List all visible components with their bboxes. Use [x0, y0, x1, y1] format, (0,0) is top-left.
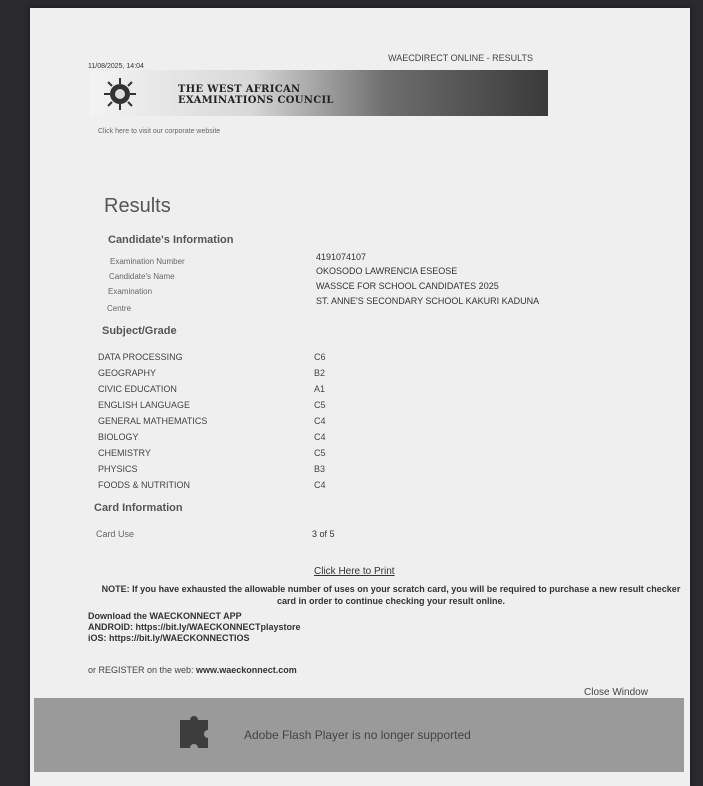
- centre-value: ST. ANNE'S SECONDARY SCHOOL KAKURI KADUNA: [316, 296, 540, 306]
- subject-name: CIVIC EDUCATION: [98, 384, 177, 394]
- flash-unsupported-message: Adobe Flash Player is no longer supported: [244, 728, 471, 742]
- subject-grade: C4: [314, 432, 326, 442]
- waec-logo-icon: [102, 76, 138, 112]
- print-date: 11/08/2025, 14:04: [88, 63, 144, 70]
- subject-grade: C4: [314, 480, 326, 490]
- register-url[interactable]: www.waeckonnect.com: [196, 665, 297, 675]
- subject-name: DATA PROCESSING: [98, 352, 183, 362]
- puzzle-plugin-icon: [174, 710, 216, 752]
- subject-name: FOODS & NUTRITION: [98, 480, 190, 490]
- register-line: [88, 665, 297, 675]
- subject-row: [98, 416, 358, 432]
- candidate-name-label: Candidate's Name: [109, 272, 175, 281]
- subject-grade: C6: [314, 352, 326, 362]
- subject-grade-list: [98, 352, 358, 496]
- android-link[interactable]: ANDROID: https://bit.ly/WAECKONNECTplaystore: [88, 622, 301, 632]
- subject-grade: C4: [314, 416, 326, 426]
- exam-number-value: 4191074107: [316, 252, 367, 262]
- centre-label: Centre: [107, 304, 132, 313]
- candidate-name-value: OKOSODO LAWRENCIA ESEOSE: [316, 266, 458, 276]
- subject-row: [98, 384, 358, 400]
- council-name-line1: THE WEST AFRICAN: [178, 84, 301, 95]
- candidate-info-heading: Candidate's Information: [108, 234, 234, 246]
- subject-row: [98, 480, 358, 496]
- subject-name: PHYSICS: [98, 464, 138, 474]
- subject-row: [98, 448, 358, 464]
- exam-number-label: Examination Number: [110, 257, 185, 266]
- subject-grade-heading: Subject/Grade: [102, 325, 177, 337]
- corporate-website-link[interactable]: Click here to visit our corporate website: [98, 128, 221, 135]
- subject-grade: B3: [314, 464, 326, 474]
- site-title: WAECDIRECT ONLINE - RESULTS: [388, 53, 533, 63]
- examination-label: Examination: [108, 287, 153, 296]
- close-window-button[interactable]: Close Window: [584, 687, 648, 698]
- subject-row: [98, 432, 358, 448]
- page-title: Results: [104, 195, 171, 217]
- subject-name: BIOLOGY: [98, 432, 139, 442]
- waeckonnect-app-info: [88, 611, 301, 644]
- subject-row: [98, 400, 358, 416]
- subject-grade: B2: [314, 368, 326, 378]
- ios-link[interactable]: iOS: https://bit.ly/WAECKONNECTIOS: [88, 633, 250, 643]
- card-info-heading: Card Information: [94, 502, 183, 514]
- app-download-text: Download the WAECKONNECT APP: [88, 611, 242, 621]
- scratch-card-note: NOTE: If you have exhausted the allowable number of uses on your scratch card, you will be required to purchase a new result checker card in order to continue checking your result online.: [101, 584, 681, 606]
- card-use-value: 3 of 5: [312, 529, 335, 539]
- subject-name: GENERAL MATHEMATICS: [98, 416, 208, 426]
- subject-name: CHEMISTRY: [98, 448, 151, 458]
- waec-banner: [90, 70, 548, 116]
- examination-value: WASSCE FOR SCHOOL CANDIDATES 2025: [316, 281, 499, 291]
- subject-row: [98, 352, 358, 368]
- register-prefix: or REGISTER on the web:: [88, 665, 197, 675]
- subject-row: [98, 464, 358, 480]
- subject-grade: A1: [314, 384, 326, 394]
- subject-grade: C5: [314, 400, 326, 410]
- council-name-line2: EXAMINATIONS COUNCIL: [178, 95, 334, 106]
- subject-name: GEOGRAPHY: [98, 368, 157, 378]
- print-link[interactable]: Click Here to Print: [314, 566, 395, 577]
- printed-results-page: [30, 8, 690, 786]
- subject-row: [98, 368, 358, 384]
- council-name: [178, 84, 334, 106]
- card-use-label: Card Use: [96, 529, 135, 539]
- subject-name: ENGLISH LANGUAGE: [98, 400, 191, 410]
- flash-placeholder: [34, 698, 684, 772]
- subject-grade: C5: [314, 448, 326, 458]
